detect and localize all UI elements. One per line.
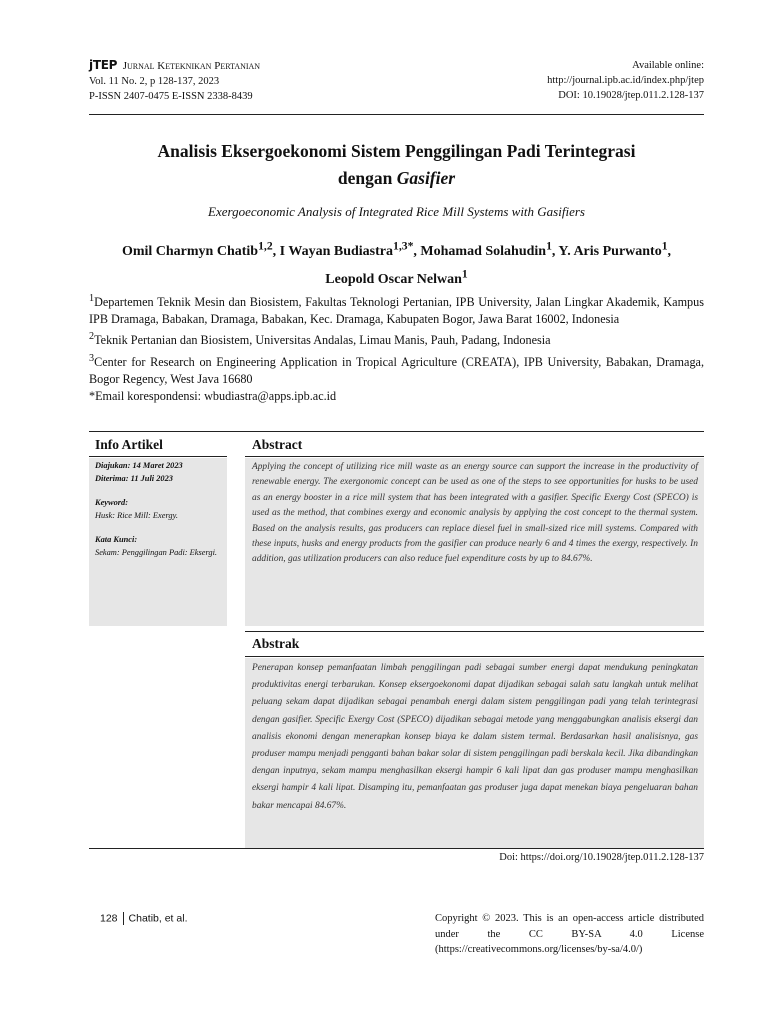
keyword-label: Keyword: [95,498,129,508]
author-name: Mohamad Solahudin [420,243,547,259]
copyright-notice: Copyright © 2023. This is an open-access article distributed under the CC BY-SA 4.0 License (https://creativecommons.org/licenses/by-sa/4.0/) [435,913,704,955]
info-artikel-heading: Info Artikel [95,437,163,452]
available-online-label: Available online: [632,60,704,71]
abstract-heading: Abstract [252,437,303,452]
title-line-1: Analisis Eksergoekonomi Sistem Penggilingan Padi Terintegrasi [157,141,636,161]
author-separator: , [667,243,672,259]
journal-name: Jurnal Keteknikan Pertanian [122,60,261,72]
section-top-rule [89,431,704,432]
affiliation-3 [89,350,704,388]
affiliation-text: Departemen Teknik Mesin dan Biosistem, Fakultas Teknologi Pertanian, IPB University, Jalan Lingkar Akademik, Kampus IPB Dramaga, Babakan, Dramaga, Babakan, Kec. Dramaga, Kabupaten Bogor, Jawa Barat 16002, Indonesia [89,295,704,327]
article-info [95,460,225,560]
author-name: Leopold Oscar Nelwan [325,272,462,288]
author-separator: , [413,243,421,259]
title-line-2 [89,165,704,192]
affiliations [89,290,704,405]
author-separator: , [272,243,280,259]
title-line-2-prefix: dengan [337,168,397,188]
author-separator: , [551,243,559,259]
journal-header [89,58,704,110]
journal-volume: Vol. 11 No. 2, p 128-137, 2023 [89,76,220,87]
keywords: Husk: Rice Mill: Exergy. [95,510,178,520]
paper-title [89,138,704,192]
author-sup: 1,3* [393,239,414,252]
footer-separator [123,912,124,925]
author-4 [558,239,672,259]
abstrak-top-rule [245,631,704,632]
author-sup: 1,2 [258,239,273,252]
info-heading-rule [89,456,227,457]
journal-logo: jTEP [89,58,118,72]
paper-subtitle: Exergoeconomic Analysis of Integrated Rice Mill Systems with Gasifiers [208,204,585,219]
author-sup: 1 [546,239,552,252]
kata-kunci: Sekam: Penggilingan Padi: Eksergi. [95,547,218,557]
journal-info [89,58,260,104]
author-name: I Wayan Budiastra [279,243,393,259]
affiliation-text: Teknik Pertanian dan Biosistem, Universitas Andalas, Limau Manis, Pauh, Padang, Indonesia [94,333,551,348]
affiliation-sup: 1 [89,293,95,304]
abstract-heading-rule [245,456,704,457]
journal-issn: P-ISSN 2407-0475 E-ISSN 2338-8439 [89,91,253,102]
author-list [89,234,704,291]
header-divider [89,114,704,115]
author-1 [121,239,280,259]
author-sup: 1 [661,239,668,252]
author-name: Y. Aris Purwanto [558,243,662,259]
abstrak-text: Penerapan konsep pemanfaatan limbah penggilingan padi sebagai sumber energi dapat mendukung peningkatan produktivitas energi terbarukan. Konsep eksergoekonomi dapat dijadikan sebagai salah satu langkah untuk melihat peluang sekam dapat dijadikan sebagai penambah energi dalam sistem penggilingan padi yang telah terintegrasi dengan gasifier. Specific Exergy Cost (SPECO) dijadikan sebagai metode yang menggabungkan analisis eksergi dan analisis ekonomi dengan menerapkan konsep biaya ke dalam sistem termal. Berdasarkan hasil analisisnya, gas produser mampu menjadi pengganti bahan bakar solar di sistem penggilingan padi berskala kecil. Jika dibandingkan dengan inputnya, sekam mampu menghasilkan eksergi hampir 6 kali lipat dan gas produser mampu menghasilkan eksergi hampir 4 kali lipat. Disamping itu, pemanfaatan gas produser juga dapat menekan biaya pengeluaran bahan bakar mencapai 84.67%. [252,663,698,811]
affiliation-text: Center for Research on Engineering Application in Tropical Agriculture (CREATA), IPB University, Babakan, Dramaga, Bogor Regency, West Java 16680 [89,354,704,386]
title-line-2-italic: Gasifier [396,168,456,188]
affiliation-1 [89,290,704,328]
doi-link[interactable]: Doi: https://doi.org/10.19028/jtep.011.2.128-137 [499,852,704,863]
section-bottom-rule [89,848,704,849]
author-2 [279,239,421,259]
running-author: Chatib, et al. [128,912,188,925]
affiliation-sup: 2 [89,331,95,343]
author-3 [420,239,559,259]
page-footer-left [100,912,187,925]
corresponding-email[interactable]: *Email korespondensi: wbudiastra@apps.ipb.ac.id [89,389,337,404]
author-name: Omil Charmyn Chatib [121,243,259,259]
author-5 [325,267,468,288]
author-sup: 1 [461,267,468,281]
page-number: 128 [100,912,118,925]
abstrak-heading-rule [245,656,704,657]
affiliation-2 [89,328,704,349]
affiliation-sup: 3 [89,352,95,364]
journal-url-link[interactable]: http://journal.ipb.ac.id/index.php/jtep [547,75,704,86]
kata-kunci-label: Kata Kunci: [95,535,138,545]
accepted-date: Diterima: 11 Juli 2023 [95,473,173,483]
journal-doi: DOI: 10.19028/jtep.011.2.128-137 [558,90,704,101]
submitted-date: Diajukan: 14 Maret 2023 [95,461,183,470]
journal-online-info [547,58,704,103]
abstrak-heading: Abstrak [252,636,300,651]
abstract-text: Applying the concept of utilizing rice mill waste as an energy source can support the increase in the productivity of renewable energy. The exergonomic concept can be used as one of the steps to see opportunities for husks to be used as an energy booster in a rice mill system that has been integrated with a gasifier. Specific Exergy Cost (SPECO) is used as the method, that combines exergy and economic analysis by applying the cost concept to the thermal system. Based on the analysis results, gas producers can replace diesel fuel in small-sized rice mill systems. Compared with these inputs, husks and energy products from the gasifier can produce nearly 6 and 4 times the exergy, respectively. In addition, gas utilization producers can also reduce fuel expenditure costs by up to 84.67%. [252,462,698,565]
